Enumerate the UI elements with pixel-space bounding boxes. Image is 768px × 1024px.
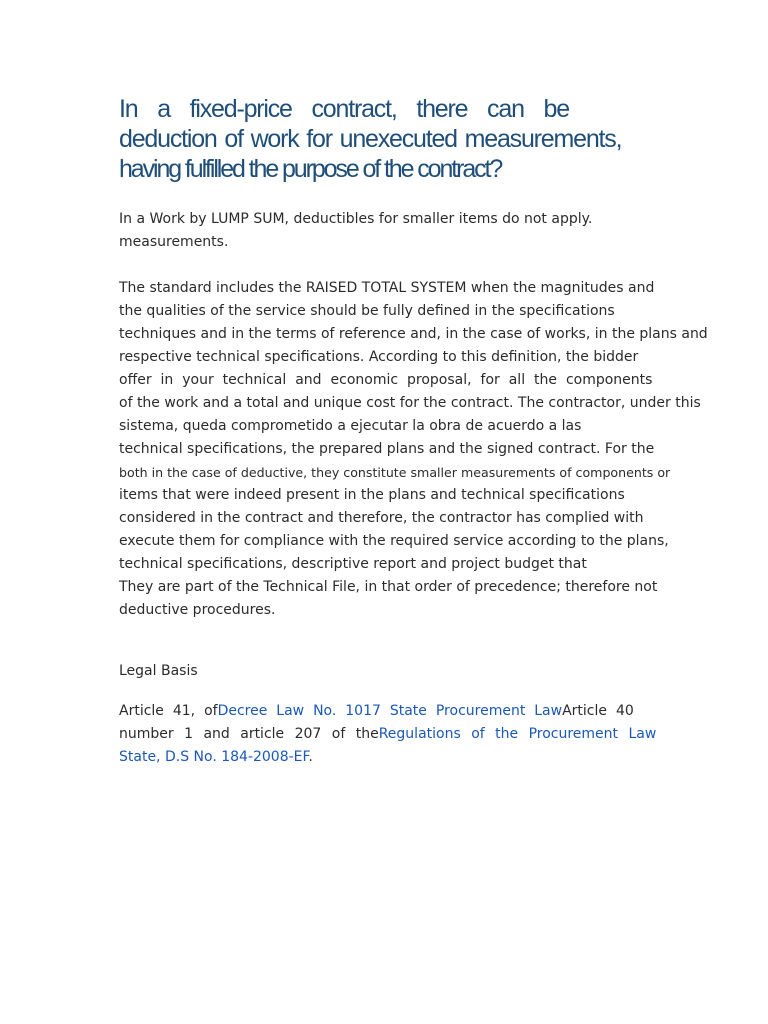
title-line-1: In a fixed-price contract, there can be [119,95,569,123]
legal-line-2 [119,723,689,746]
document-page [119,94,708,769]
standard-line: offer in your technical and economic proposal, for all the components [119,372,653,388]
regulations-link-continued[interactable]: State, D.S No. 184-2008-EF [119,749,309,765]
standard-line: techniques and in the terms of reference and, in the case of works, in the plans and [119,326,708,342]
decree-law-link[interactable]: Decree Law No. 1017 State Procurement Law [217,703,563,719]
standard-line: both in the case of deductive, they constitute smaller measurements of components or [119,465,671,480]
legal-basis-paragraph [119,700,689,769]
standard-line: considered in the contract and therefore, the contractor has complied with [119,510,644,526]
title-line-3: having fulfilled the purpose of the contract? [119,155,502,183]
legal-line-1 [119,700,689,723]
standard-line: technical specifications, descriptive report and project budget that [119,556,587,572]
intro-paragraph [119,208,689,254]
standard-line: items that were indeed present in the plans and technical specifications [119,487,625,503]
standard-line: of the work and a total and unique cost for the contract. The contractor, under this [119,395,701,411]
legal-basis-heading: Legal Basis [119,663,198,679]
legal-text: number 1 and article 207 of the [119,726,379,742]
legal-line-3 [119,746,689,769]
legal-text: Article 41, of [119,703,218,719]
standard-line: They are part of the Technical File, in that order of precedence; therefore not [119,579,658,595]
standard-line: execute them for compliance with the required service according to the plans, [119,533,669,549]
standard-line: technical specifications, the prepared plans and the signed contract. For the [119,441,655,457]
standard-line: deductive procedures. [119,602,276,618]
standard-line: the qualities of the service should be fully defined in the specifications [119,303,615,319]
intro-line-1: In a Work by LUMP SUM, deductibles for smaller items do not apply. [119,211,593,227]
standard-line: respective technical specifications. According to this definition, the bidder [119,349,639,365]
standard-line: The standard includes the RAISED TOTAL SYSTEM when the magnitudes and [119,280,655,296]
legal-text: . [308,749,313,765]
standard-line: sistema, queda comprometido a ejecutar la obra de acuerdo a las [119,418,582,434]
intro-line-2: measurements. [119,234,229,250]
page-title [119,94,689,184]
legal-text: Article 40 [562,703,634,719]
standard-paragraph [119,277,708,622]
title-line-2: deduction of work for unexecuted measurements, [119,125,622,153]
regulations-link[interactable]: Regulations of the Procurement Law [378,726,657,742]
